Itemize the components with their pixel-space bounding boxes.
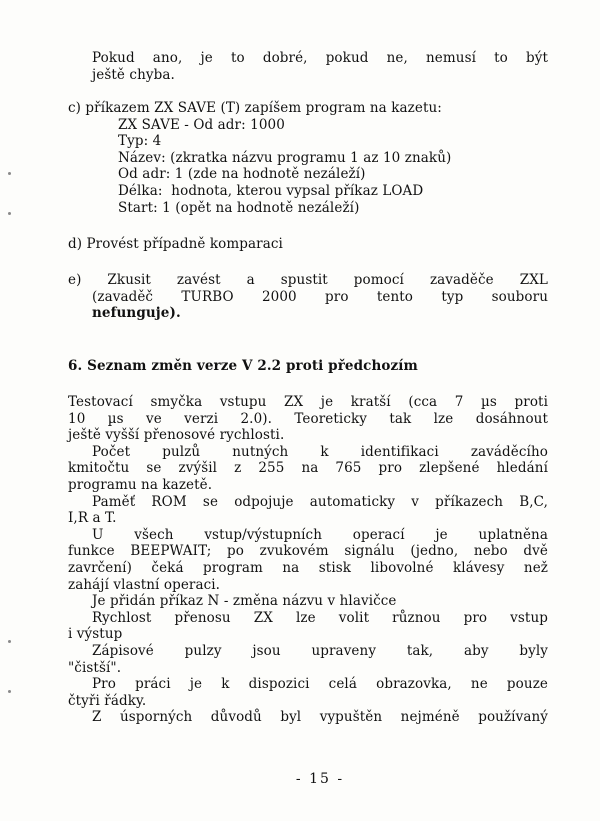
intro-paragraph — [68, 50, 548, 83]
text-line: i výstup — [68, 626, 123, 643]
text-line: Typ: 4 — [118, 133, 162, 150]
text-line: čtyři řádky. — [68, 692, 147, 709]
text-line: Pokud ano, je to dobré, pokud ne, nemusí to být — [92, 50, 548, 66]
text-line: Od adr: 1 (zde na hodnotě nezáleží) — [118, 166, 366, 183]
section-body — [68, 394, 548, 726]
text-line: programu na kazetě. — [68, 476, 213, 493]
text-line: Je přidán příkaz N - změna názvu v hlavičce — [92, 593, 397, 610]
list-item-e — [68, 272, 548, 322]
text-line: ZX SAVE - Od adr: 1000 — [118, 116, 285, 133]
text-line: Počet pulzů nutných k identifikaci zaváděcího — [92, 443, 548, 460]
text-line: nefunguje). — [92, 305, 181, 322]
text-line: ještě chyba. — [92, 66, 175, 83]
scan-speck — [8, 212, 11, 215]
text-line: e) Zkusit zavést a spustit pomocí zavaděče ZXL — [68, 272, 548, 288]
text-line: Rychlost přenosu ZX lze volit různou pro vstup — [92, 609, 548, 626]
text-line: Délka: hodnota, kterou vypsal příkaz LOAD — [118, 182, 424, 199]
text-line: Start: 1 (opět na hodnotě nezáleží) — [118, 199, 360, 216]
text-line: funkce BEEPWAIT; po zvukovém signálu (jedno, nebo dvě — [68, 543, 548, 560]
text-line: zahájí vlastní operaci. — [68, 576, 221, 593]
text-line: zavrčení) čeká program na stisk libovolné klávesy než — [68, 559, 548, 576]
text-line: Zápisové pulzy jsou upraveny tak, aby byly — [92, 642, 548, 659]
scan-speck — [8, 690, 11, 693]
text-line: (zavaděč TURBO 2000 pro tento typ souboru — [92, 288, 548, 305]
text-line: ještě vyšší přenosové rychlosti. — [68, 427, 285, 444]
text-line: Pro práci je k dispozici celá obrazovka, ne pouze — [92, 676, 548, 693]
scan-speck — [8, 640, 11, 643]
text-line: Testovací smyčka vstupu ZX je kratší (cca 7 µs proti — [68, 394, 548, 410]
text-line: Název: (zkratka názvu programu 1 az 10 znaků) — [118, 149, 452, 166]
text-line: Paměť ROM se odpojuje automaticky v příkazech B,C, — [92, 493, 548, 510]
page-number: - 15 - — [295, 771, 345, 787]
list-item-d — [68, 236, 548, 253]
text-line: kmitočtu se zvýšil z 255 na 765 pro zlepšené hledání — [68, 460, 548, 477]
list-item-c — [68, 100, 548, 216]
scan-speck — [8, 172, 11, 175]
text-line: U všech vstup/výstupních operací je uplatněna — [92, 526, 548, 543]
text-line: c) příkazem ZX SAVE (T) zapíšem program na kazetu: — [68, 100, 442, 116]
text-line: I,R a T. — [68, 510, 117, 527]
heading-text: 6. Seznam změn verze V 2.2 proti předchozím — [68, 358, 418, 374]
section-heading — [68, 358, 548, 375]
text-line: 10 µs ve verzi 2.0). Teoreticky tak lze dosáhnout — [68, 410, 548, 427]
text-line: d) Provést případně komparaci — [68, 236, 283, 252]
text-line: Z úsporných důvodů byl vypuštěn nejméně používaný — [92, 709, 548, 726]
text-line: "čistší". — [68, 659, 122, 676]
